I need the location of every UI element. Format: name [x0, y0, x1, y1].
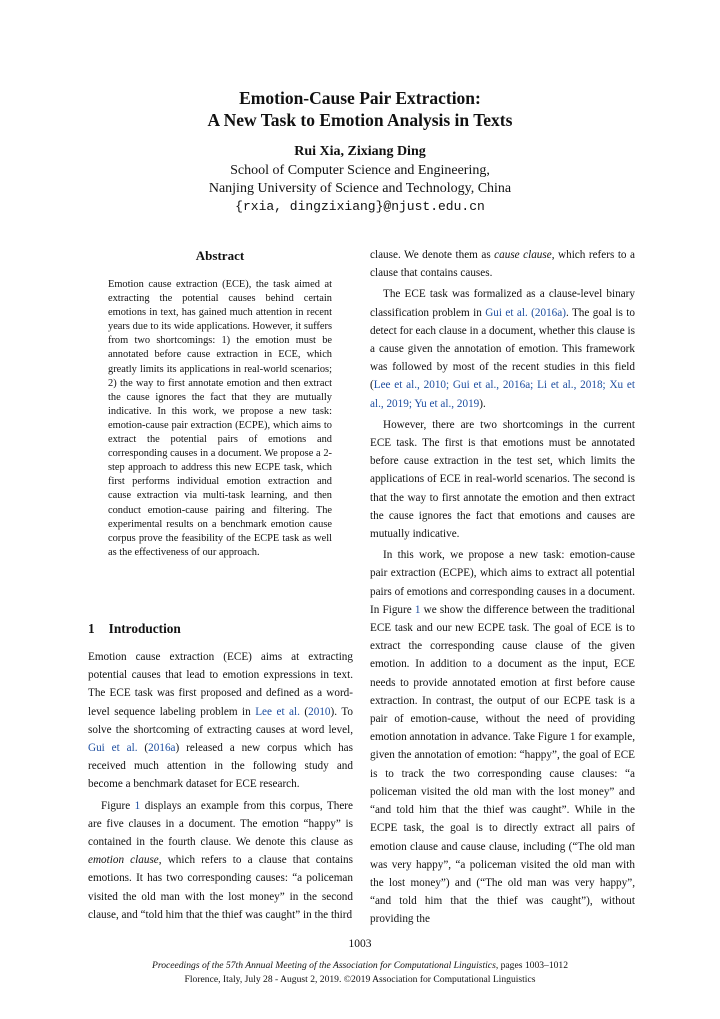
section-title: Introduction — [108, 621, 181, 636]
affiliation-line1: School of Computer Science and Engineering, — [230, 163, 490, 178]
intro-paragraph-2-cont: clause. We denote them as cause clause, which refers to a clause that contains causes. — [370, 249, 635, 280]
abstract-heading: Abstract — [195, 248, 245, 263]
page-number: 1003 — [348, 938, 372, 950]
figure-1-link-b[interactable]: 1 — [414, 603, 421, 616]
citation-list[interactable]: Lee et al., 2010; Gui et al., 2016a; Li et al., 2018; Xu et al., 2019; Yu et al., 2019 — [370, 379, 635, 410]
intro-paragraph-1: Emotion cause extraction (ECE) aims at extracting potential causes that lead to emotion expressions in text. The ECE task was first proposed and defined as a word-level sequence labeling problem in Lee et al. (2010). To solve the shortcoming of extracting causes at word level, Gui et al. (2016a) released a new corpus which has received much attention in the following study and become a benchmark dataset for ECE research. — [88, 651, 353, 791]
author-email: {rxia, dingzixiang}@njust.edu.cn — [235, 199, 485, 214]
intro-paragraph-3: The ECE task was formalized as a clause-level binary classification problem in Gui et al. (2016a). The goal is to detect for each clause in a document, whether this clause is a cause given the annotation of emotion. This framework was followed by most of the recent studies in this field (Lee et al., 2010; Gui et al., 2016a; Li et al., 2018; Xu et al., 2019; Yu et al., 2019). — [370, 288, 635, 410]
paper-title-line1: Emotion-Cause Pair Extraction: — [239, 88, 481, 108]
paper-title-line2: A New Task to Emotion Analysis in Texts — [207, 110, 513, 130]
intro-paragraph-5: In this work, we propose a new task: emotion-cause pair extraction (ECPE), which aims to extract all potential pairs of emotions and corresponding causes in a document. In Figure 1 we show the difference between the traditional ECE task and our new ECPE task. The goal of ECE is to extract the corresponding cause clause of the given emotion. In addition to a document as the input, ECE needs to provide annotated emotion at first before cause extraction. In contrast, the output of our ECPE task is a pair of emotion-cause, without the need of providing emotion annotation in advance. Take Figure 1 for example, given the annotation of emotion: “happy”, the goal of ECE is to track the two corresponding cause clauses: “a policeman visited the old man with the lost money” and “and told him that the thief was caught”. While in the ECPE task, the goal is to directly extract all pairs of emotion clause and cause clause, including (“The old man was very happy”, “a policeman visited the old man with the lost money”) and (“The old man was very happy”, “and told him that the thief was caught”), without providing the — [370, 549, 635, 926]
affiliation-line2: Nanjing University of Science and Technology, China — [208, 181, 512, 196]
right-column-body — [370, 246, 635, 929]
citation-gui-2016a-year[interactable]: 2016a — [148, 742, 176, 755]
section-heading-introduction — [88, 621, 181, 637]
proceedings-line: Proceedings of the 57th Annual Meeting of the Association for Computational Linguistics, pages 1003–1012 — [151, 960, 569, 971]
citation-gui-2016a[interactable]: Gui et al. — [88, 742, 138, 755]
citation-lee-2010-year[interactable]: 2010 — [308, 705, 331, 718]
left-column-body — [88, 648, 353, 924]
authors: Rui Xia, Zixiang Ding — [294, 144, 426, 159]
section-number: 1 — [88, 621, 95, 636]
intro-paragraph-2: Figure 1 displays an example from this corpus, There are five clauses in a document. The emotion “happy” is contained in the fourth clause. We denote this clause as emotion clause, which refers to a clause that contains emotions. It has two corresponding causes: “a policeman visited the old man with the lost money” in the second clause, and “told him that the thief was caught” in the third — [88, 799, 353, 921]
intro-paragraph-4: However, there are two shortcomings in the current ECE task. The first is that emotions must be annotated before cause extraction in the test set, which limits the applications of ECE in real-world scenarios. The second is that the way to first annotate the emotion and then extract the cause ignores the fact that emotions and causes are mutually indicative. — [370, 418, 635, 541]
figure-1-link[interactable]: 1 — [134, 799, 141, 812]
conference-line: Florence, Italy, July 28 - August 2, 2019. ©2019 Association for Computational Linguistics — [184, 974, 536, 985]
citation-lee-2010[interactable]: Lee et al. — [255, 705, 300, 718]
citation-gui-2016a-b[interactable]: Gui et al. (2016a) — [485, 306, 566, 319]
abstract-text: Emotion cause extraction (ECE), the task aimed at extracting the potential causes behind certain emotions in text, has gained much attention in recent years due to its wide applications. However, it suffers from two shortcomings: 1) the emotion must be annotated before cause extraction in ECE, which greatly limits its applications in real-world scenarios; 2) the way to first annotate emotion and then extract the cause ignores the fact that they are mutually indicative. In this work, we propose a new task: emotion-cause pair extraction (ECPE), which aims to extract the potential pairs of emotions and corresponding causes in a document. We propose a 2-step approach to address this new ECPE task, which first performs individual emotion extraction and cause extraction via multi-task learning, and then conduct emotion-cause pairing and filtering. The experimental results on a benchmark emotion cause corpus prove the feasibility of the ECPE task as well as the effectiveness of our approach. — [108, 279, 332, 558]
